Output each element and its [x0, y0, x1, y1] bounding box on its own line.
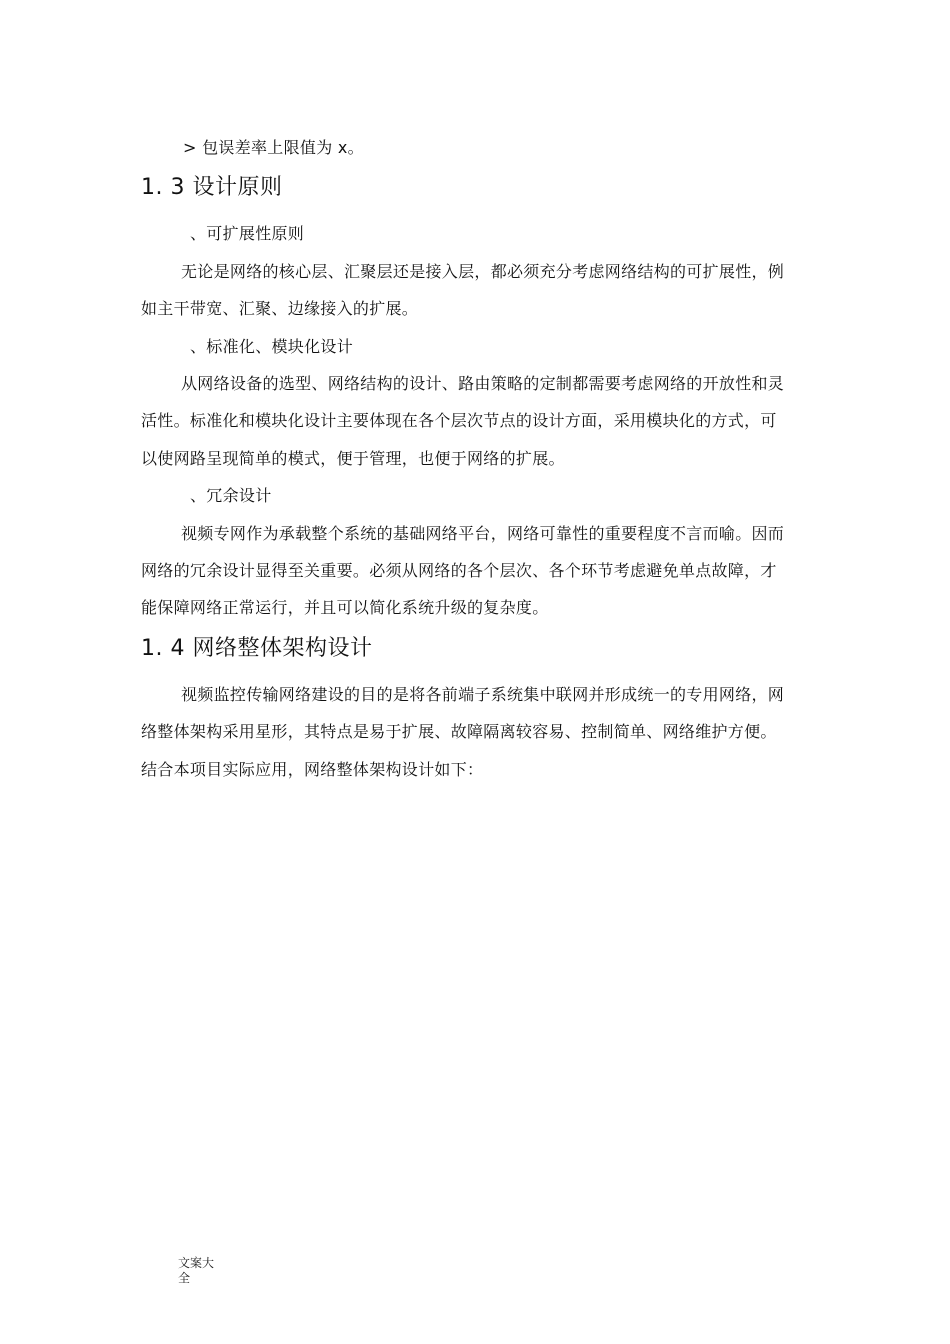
paragraph-line: 如主干带宽、汇聚、边缘接入的扩展。 [141, 299, 419, 318]
page-footer [178, 1256, 226, 1286]
paragraph-line: 络整体架构采用星形，其特点是易于扩展、故障隔离较容易、控制简单、网络维护方便。 [141, 722, 777, 741]
subheading-scalability: 、可扩展性原则 [190, 224, 305, 243]
paragraph-line: 从网络设备的选型、网络结构的设计、路由策略的定制都需要考虑网络的开放性和灵 [181, 374, 785, 393]
paragraph-line: 能保障网络正常运行，并且可以简化系统升级的复杂度。 [141, 598, 549, 617]
subheading-redundancy: 、冗余设计 [190, 486, 272, 505]
paragraph-line: 视频监控传输网络建设的目的是将各前端子系统集中联网并形成统一的专用网络，网 [181, 685, 785, 704]
paragraph-line: 以使网路呈现简单的模式，便于管理，也便于网络的扩展。 [141, 449, 565, 468]
footer-line: 文案大 [178, 1256, 215, 1270]
section-heading-1-4: 1. 4 网络整体架构设计 [141, 636, 373, 661]
paragraph-line: 网络的冗余设计显得至关重要。必须从网络的各个层次、各个环节考虑避免单点故障，才 [141, 561, 777, 580]
footer-line: 全 [178, 1271, 191, 1285]
paragraph-line: 结合本项目实际应用，网络整体架构设计如下： [141, 760, 484, 779]
paragraph-line: 活性。标准化和模块化设计主要体现在各个层次节点的设计方面，采用模块化的方式，可 [141, 411, 777, 430]
paragraph-line: 无论是网络的核心层、汇聚层还是接入层，都必须充分考虑网络结构的可扩展性，例 [181, 262, 785, 281]
subheading-standardization: 、标准化、模块化设计 [190, 337, 354, 356]
paragraph-line: 视频专网作为承载整个系统的基础网络平台，网络可靠性的重要程度不言而喻。因而 [181, 524, 785, 543]
intro-line: > 包误差率上限值为 x。 [183, 138, 364, 157]
section-heading-1-3: 1. 3 设计原则 [141, 175, 283, 200]
